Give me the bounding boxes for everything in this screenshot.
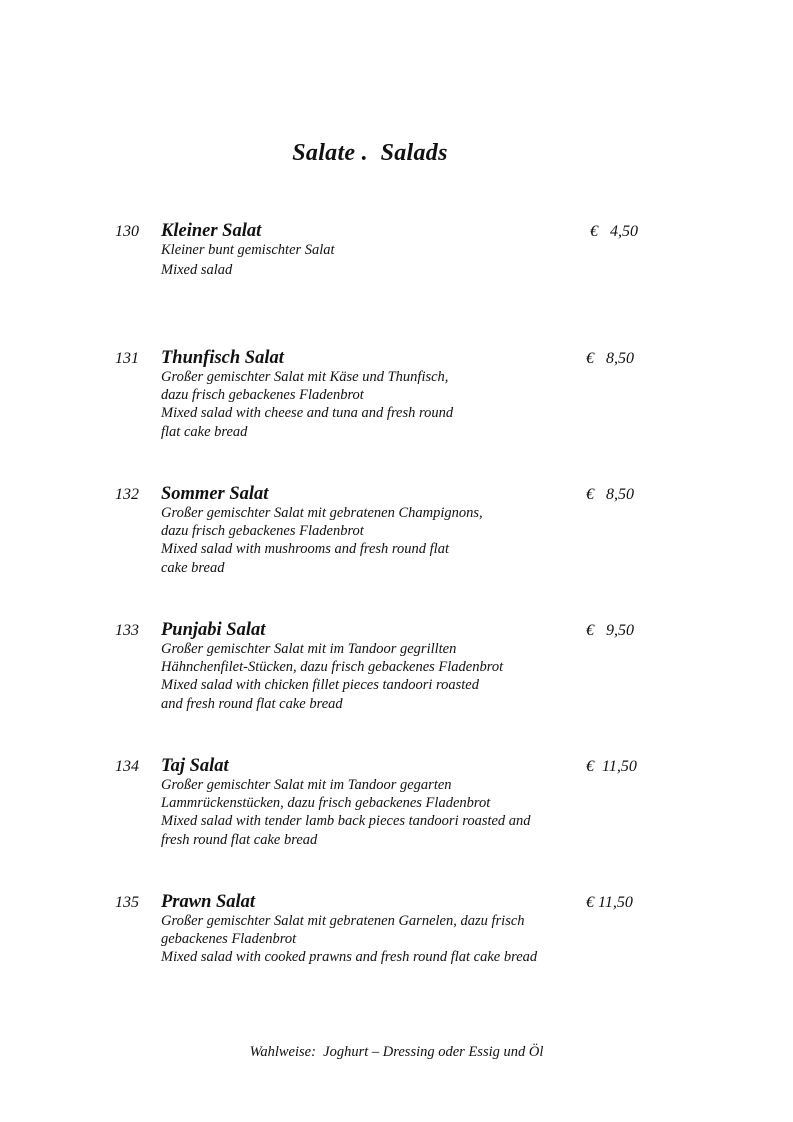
item-number: 135 <box>115 894 139 911</box>
page-title: Salate . Salads <box>292 140 448 166</box>
item-description <box>161 368 581 441</box>
description-line: fresh round flat cake bread <box>161 831 318 848</box>
description-line: Mixed salad <box>161 262 233 279</box>
description-line: Mixed salad with chicken fillet pieces tandoori roasted <box>161 677 479 694</box>
description-line: dazu frisch gebackenes Fladenbrot <box>161 387 364 404</box>
item-price: € 8,50 <box>586 350 634 367</box>
item-description <box>161 241 581 279</box>
item-price: € 9,50 <box>586 622 634 639</box>
item-number: 131 <box>115 350 139 367</box>
item-number: 134 <box>115 758 139 775</box>
item-name: Prawn Salat <box>161 892 256 912</box>
description-line: Mixed salad with cheese and tuna and fresh round <box>161 405 454 422</box>
description-line: Großer gemischter Salat mit gebratenen Garnelen, dazu frisch <box>161 913 525 929</box>
item-description <box>161 504 581 577</box>
item-price: € 8,50 <box>586 486 634 503</box>
item-price: € 11,50 <box>586 758 637 775</box>
item-name: Thunfisch Salat <box>161 348 284 368</box>
item-price: € 4,50 <box>590 223 638 240</box>
description-line: Hähnchenfilet-Stücken, dazu frisch gebackenes Fladenbrot <box>161 659 504 676</box>
description-line: Großer gemischter Salat mit im Tandoor gegrillten <box>161 641 457 657</box>
description-line: Mixed salad with mushrooms and fresh round flat <box>161 541 449 558</box>
item-name: Taj Salat <box>161 756 229 776</box>
description-line: Großer gemischter Salat mit Käse und Thunfisch, <box>161 369 449 385</box>
description-line: gebackenes Fladenbrot <box>161 931 297 948</box>
item-name: Kleiner Salat <box>161 221 262 241</box>
item-number: 132 <box>115 486 139 503</box>
item-price: € 11,50 <box>586 894 633 911</box>
item-name: Sommer Salat <box>161 484 269 504</box>
item-number: 133 <box>115 622 139 639</box>
item-description <box>161 640 581 713</box>
description-line: Mixed salad with tender lamb back pieces tandoori roasted and <box>161 813 531 830</box>
description-line: and fresh round flat cake bread <box>161 695 343 712</box>
item-description <box>161 776 581 849</box>
description-line: Großer gemischter Salat mit gebratenen Champignons, <box>161 505 483 521</box>
description-line: Lammrückenstücken, dazu frisch gebackenes Fladenbrot <box>161 795 491 812</box>
description-line: flat cake bread <box>161 423 248 440</box>
dressing-note: Wahlweise: Joghurt – Dressing oder Essig und Öl <box>249 1044 544 1060</box>
description-line: Kleiner bunt gemischter Salat <box>161 242 335 258</box>
item-name: Punjabi Salat <box>161 620 266 640</box>
item-description <box>161 912 581 967</box>
description-line: cake bread <box>161 559 225 576</box>
description-line: Mixed salad with cooked prawns and fresh round flat cake bread <box>161 949 538 966</box>
description-line: Großer gemischter Salat mit im Tandoor gegarten <box>161 777 452 793</box>
description-line: dazu frisch gebackenes Fladenbrot <box>161 523 364 540</box>
item-number: 130 <box>115 223 139 240</box>
